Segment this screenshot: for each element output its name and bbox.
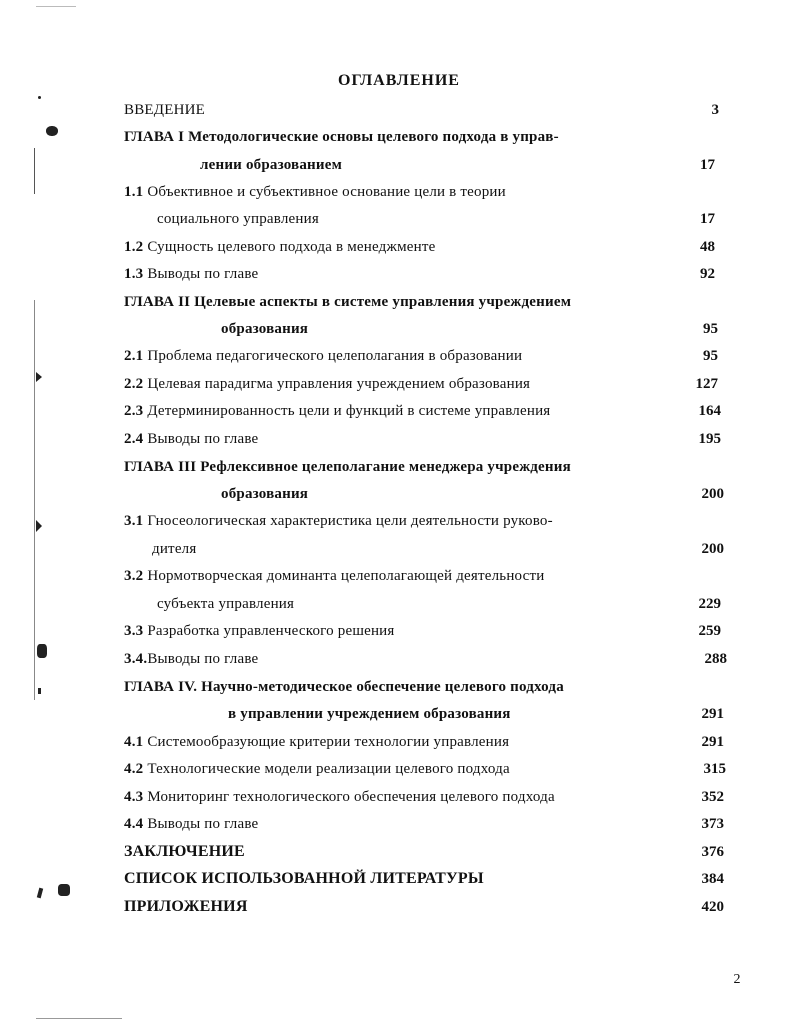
toc-chapter-1-heading-continued [200, 154, 342, 176]
toc-entry-text: Целевая парадигма управления учреждением образования [147, 376, 531, 392]
toc-entry-text: лении образованием [200, 157, 343, 173]
toc-section-number: 4.4 [124, 816, 144, 832]
toc-section-number: 3.1 [124, 513, 144, 529]
toc-section-number: 4.2 [124, 761, 144, 777]
scan-artifact-mark [37, 888, 43, 899]
toc-entry-text: образования [221, 321, 309, 337]
toc-entry-text: Системообразующие критерии технологии управления [147, 734, 510, 750]
toc-page-number: 127 [695, 376, 718, 392]
toc-entry-text: Гносеологическая характеристика цели деятельности руково- [147, 513, 553, 529]
scan-artifact-mark [46, 126, 58, 136]
toc-entry-text: Проблема педагогического целеполагания в образовании [147, 348, 523, 364]
toc-section-number: 1.3 [124, 266, 144, 282]
toc-section-number: 2.2 [124, 376, 144, 392]
toc-page-number: 384 [701, 871, 724, 887]
toc-conclusion [124, 841, 245, 863]
toc-section-number: 2.3 [124, 403, 144, 419]
scan-artifact-line [34, 148, 35, 194]
toc-page-number: 17 [700, 157, 715, 173]
toc-page-number: 376 [701, 844, 724, 860]
toc-section-3-2-continued [157, 593, 294, 615]
toc-chapter-3-heading [124, 456, 571, 478]
toc-section-number: 3.4. [124, 651, 148, 667]
toc-entry-text: Сущность целевого подхода в менеджменте [147, 239, 436, 255]
toc-section-3-4 [124, 648, 258, 670]
toc-entry-text: ГЛАВА II Целевые аспекты в системе управления учреждением [124, 294, 572, 310]
scan-artifact-mark [36, 520, 42, 532]
toc-page-number: 373 [701, 816, 724, 832]
toc-page-number: 3 [711, 102, 719, 118]
toc-bibliography [124, 868, 484, 890]
toc-page-number: 288 [704, 651, 727, 667]
toc-entry-introduction [124, 99, 205, 121]
toc-section-1-2 [124, 236, 435, 258]
scan-artifact-mark [36, 372, 42, 382]
toc-page-number: 195 [698, 431, 721, 447]
scan-artifact-mark [37, 644, 47, 658]
toc-page-number: 92 [700, 266, 715, 282]
toc-chapter-4-heading [124, 676, 564, 698]
toc-entry-text: в управлении учреждением образования [228, 706, 511, 722]
toc-section-number: 4.1 [124, 734, 144, 750]
toc-page-number: 291 [701, 734, 724, 750]
toc-section-1-1 [124, 181, 506, 203]
toc-page-number: 95 [703, 348, 718, 364]
toc-section-2-4 [124, 428, 258, 450]
toc-appendices [124, 896, 248, 918]
toc-section-3-1-continued [152, 538, 196, 560]
scan-artifact-line [36, 6, 76, 7]
toc-entry-text: ГЛАВА I Методологические основы целевого подхода в управ- [124, 129, 559, 145]
toc-page-number: 164 [698, 403, 721, 419]
toc-page-number: 48 [700, 239, 715, 255]
toc-page-number: 315 [703, 761, 726, 777]
scan-artifact-mark [58, 884, 70, 896]
toc-section-number: 2.4 [124, 431, 144, 447]
toc-entry-text: ПРИЛОЖЕНИЯ [124, 898, 248, 915]
toc-entry-text: Детерминированность цели и функций в системе управления [147, 403, 551, 419]
toc-section-number: 1.2 [124, 239, 144, 255]
page-title: ОГЛАВЛЕНИЕ [338, 72, 460, 89]
toc-page-number: 420 [701, 899, 724, 915]
toc-section-2-1 [124, 345, 522, 367]
toc-entry-text: Технологические модели реализации целевого подхода [147, 761, 510, 777]
toc-entry-text: Выводы по главе [147, 651, 259, 667]
toc-entry-text: Выводы по главе [147, 266, 259, 282]
toc-section-number: 4.3 [124, 789, 144, 805]
toc-section-3-3 [124, 620, 395, 642]
toc-chapter-3-heading-continued [221, 483, 308, 505]
toc-page-number: 200 [701, 486, 724, 502]
toc-entry-text: Выводы по главе [147, 431, 259, 447]
toc-section-number: 3.3 [124, 623, 144, 639]
toc-page-number: 352 [701, 789, 724, 805]
toc-chapter-2-heading-continued [221, 318, 308, 340]
toc-section-1-1-continued [157, 208, 319, 230]
toc-section-2-2 [124, 373, 530, 395]
toc-page-number: 291 [701, 706, 724, 722]
toc-chapter-4-heading-continued [228, 703, 511, 725]
toc-section-number: 1.1 [124, 184, 144, 200]
toc-section-1-3 [124, 263, 258, 285]
toc-entry-text: дителя [152, 541, 197, 557]
toc-page-number: 259 [698, 623, 721, 639]
toc-entry-text: социального управления [157, 211, 319, 227]
toc-entry-text: образования [221, 486, 309, 502]
toc-page-number: 229 [698, 596, 721, 612]
toc-entry-text: ГЛАВА III Рефлексивное целеполагание менеджера учреждения [124, 459, 571, 475]
toc-entry-text: ГЛАВА IV. Научно-методическое обеспечение целевого подхода [124, 679, 564, 695]
toc-entry-text: Разработка управленческого решения [147, 623, 395, 639]
toc-section-4-2 [124, 758, 510, 780]
toc-entry-text: субъекта управления [157, 596, 295, 612]
scan-artifact-mark [38, 96, 41, 99]
toc-section-number: 2.1 [124, 348, 144, 364]
toc-section-3-1 [124, 510, 553, 532]
toc-page-number: 95 [703, 321, 718, 337]
scan-artifact-line [34, 300, 35, 700]
toc-section-2-3 [124, 400, 550, 422]
toc-chapter-1-heading [124, 126, 559, 148]
page-number: 2 [733, 972, 741, 987]
toc-section-number: 3.2 [124, 568, 144, 584]
toc-section-4-4 [124, 813, 258, 835]
scan-artifact-mark [38, 688, 41, 694]
toc-entry-text: Объективное и субъективное основание цели в теории [147, 184, 506, 200]
toc-entry-text: ВВЕДЕНИЕ [124, 102, 205, 118]
scan-artifact-line [36, 1018, 122, 1019]
toc-section-4-1 [124, 731, 509, 753]
toc-entry-text: Мониторинг технологического обеспечения целевого подхода [147, 789, 555, 805]
toc-entry-text: ЗАКЛЮЧЕНИЕ [124, 843, 245, 860]
toc-page-number: 200 [701, 541, 724, 557]
toc-entry-text: Нормотворческая доминанта целеполагающей деятельности [147, 568, 545, 584]
toc-page-number: 17 [700, 211, 715, 227]
toc-section-3-2 [124, 565, 544, 587]
toc-chapter-2-heading [124, 291, 571, 313]
toc-section-4-3 [124, 786, 555, 808]
toc-entry-text: Выводы по главе [147, 816, 259, 832]
toc-entry-text: СПИСОК ИСПОЛЬЗОВАННОЙ ЛИТЕРАТУРЫ [124, 870, 484, 887]
